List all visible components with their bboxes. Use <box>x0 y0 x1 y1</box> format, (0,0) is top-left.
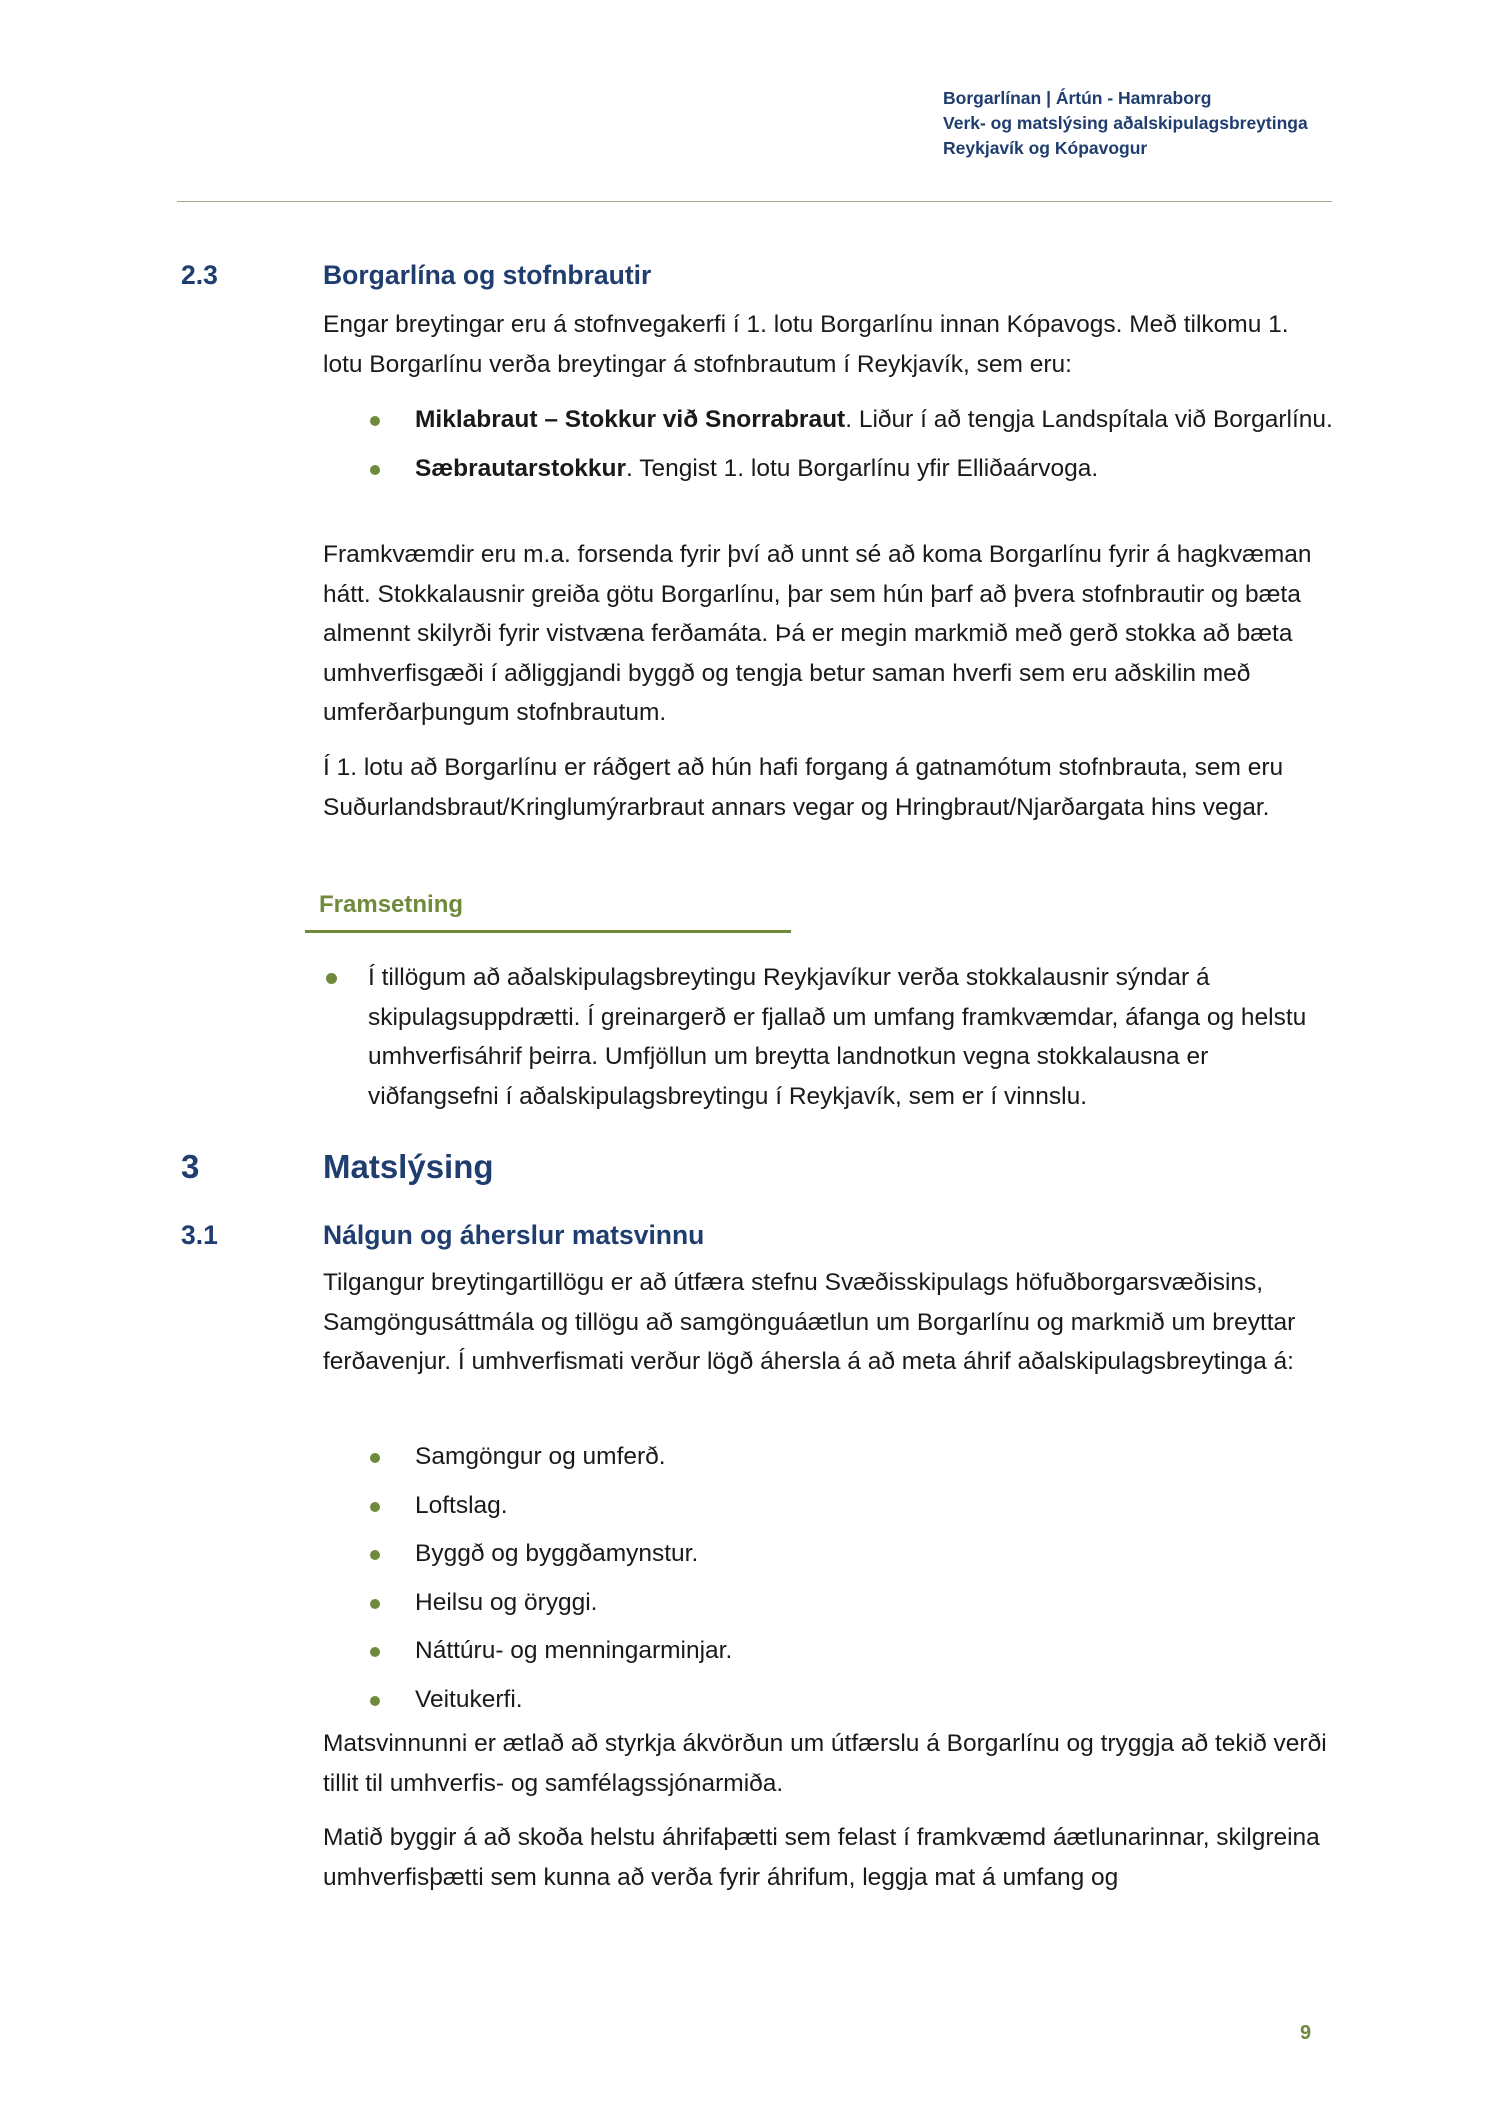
list-item-text: Loftslag. <box>415 1491 508 1519</box>
framsetning-label: Framsetning <box>319 891 464 918</box>
section-3-1-title: Nálgun og áherslur matsvinnu <box>323 1220 705 1250</box>
list-item <box>323 1583 1333 1623</box>
bullet-icon <box>370 1550 380 1560</box>
list-item <box>323 1534 1333 1574</box>
bullet-icon <box>370 1647 380 1657</box>
bullet-icon <box>370 1453 380 1463</box>
list-item-text: . Tengist 1. lotu Borgarlínu yfir Elliðaárvoga. <box>626 454 1099 482</box>
list-item <box>323 400 1333 440</box>
section-2-3-paragraph-3: Í 1. lotu að Borgarlínu er ráðgert að hún hafi forgang á gatnamótum stofnbrauta, sem eru Suðurlandsbraut/Kringlumýrarbraut annars vegar og Hringbraut/Njarðargata hins vegar. <box>323 754 1284 821</box>
header-divider <box>177 201 1332 202</box>
list-item <box>323 1437 1333 1477</box>
bullet-icon <box>370 416 380 426</box>
section-3-1-intro: Tilgangur breytingartillögu er að útfæra stefnu Svæðisskipulags höfuðborgarsvæðisins, Samgöngusáttmála og tillögu að samgönguáætlun um Borgarlínu og markmið um breyttar ferðavenjur. Í umhverfismati verður lögð áhersla á að meta áhrif aðalskipulagsbreytinga á: <box>323 1269 1296 1375</box>
framsetning-text: Í tillögum að aðalskipulagsbreytingu Reykjavíkur verða stokkalausnir sýndar á skipulagsuppdrætti. Í greinargerð er fjallað um umfang framkvæmdar, áfanga og helstu umhverfisáhrif þeirra. Umfjöllun um breytta landnotkun vegna stokkalausna er viðfangsefni í aðalskipulagsbreytingu í Reykjavík, sem er í vinnslu. <box>368 964 1307 1110</box>
section-2-3-intro: Engar breytingar eru á stofnvegakerfi í 1. lotu Borgarlínu innan Kópavogs. Með tilkomu 1. lotu Borgarlínu verða breytingar á stofnbrautum í Reykjavík, sem eru: <box>323 311 1289 378</box>
section-3-1-paragraph-3: Matið byggir á að skoða helstu áhrifaþætti sem felast í framkvæmd áætlunarinnar, skilgreina umhverfisþætti sem kunna að verða fyrir áhrifum, leggja mat á umfang og <box>323 1824 1320 1891</box>
list-item <box>323 1631 1333 1671</box>
list-item-text: Samgöngur og umferð. <box>415 1443 666 1470</box>
list-item-bold: Miklabraut – Stokkur við Snorrabraut <box>415 406 846 433</box>
header-line-1: Borgarlínan | Ártún - Hamraborg <box>943 88 1212 108</box>
list-item-text: Náttúru- og menningarminjar. <box>415 1637 733 1664</box>
bullet-icon <box>370 1502 380 1512</box>
section-3-1-number: 3.1 <box>181 1220 218 1250</box>
stofnbrautir-bullet-list <box>323 400 1333 497</box>
list-item <box>323 958 1333 1116</box>
header-line-3: Reykjavík og Kópavogur <box>943 138 1148 158</box>
assessment-topics-list <box>323 1437 1333 1728</box>
bullet-icon <box>370 1599 380 1609</box>
list-item-text: Byggð og byggðamynstur. <box>415 1540 699 1567</box>
list-item <box>323 449 1333 489</box>
list-item <box>323 1486 1333 1526</box>
framsetning-divider <box>305 930 791 933</box>
section-3-1-paragraph-2: Matsvinnunni er ætlað að styrkja ákvörðun um útfærslu á Borgarlínu og tryggja að tekið verði tillit til umhverfis- og samfélagssjónarmiða. <box>323 1730 1327 1797</box>
list-item-text: Veitukerfi. <box>415 1685 523 1713</box>
section-3-number: 3 <box>181 1148 200 1185</box>
list-item-text: . Liður í að tengja Landspítala við Borgarlínu. <box>845 406 1333 433</box>
section-2-3-number: 2.3 <box>181 260 218 290</box>
bullet-icon <box>370 465 380 475</box>
running-header <box>943 86 1423 161</box>
section-2-3-paragraph-2: Framkvæmdir eru m.a. forsenda fyrir því að unnt sé að koma Borgarlínu fyrir á hagkvæman hátt. Stokkalausnir greiða götu Borgarlínu, þar sem hún þarf að þvera stofnbrautir og bæta almennt skilyrði fyrir vistvæna ferðamáta. Þá er megin markmið með gerð stokka að bæta umhverfisgæði í aðliggjandi byggð og tengja betur saman hverfi sem eru aðskilin með umferðarþungum stofnbrautum. <box>323 541 1312 726</box>
list-item-text: Heilsu og öryggi. <box>415 1588 598 1616</box>
bullet-icon <box>370 1696 380 1706</box>
header-line-2: Verk- og matslýsing aðalskipulagsbreytinga <box>943 113 1308 133</box>
framsetning-bullet-list <box>323 958 1333 1125</box>
list-item <box>323 1680 1333 1720</box>
list-item-bold: Sæbrautarstokkur <box>415 454 627 482</box>
section-2-3-title: Borgarlína og stofnbrautir <box>323 260 652 290</box>
bullet-icon <box>326 973 337 984</box>
page-number: 9 <box>1300 2022 1312 2044</box>
section-3-title: Matslýsing <box>323 1148 494 1185</box>
